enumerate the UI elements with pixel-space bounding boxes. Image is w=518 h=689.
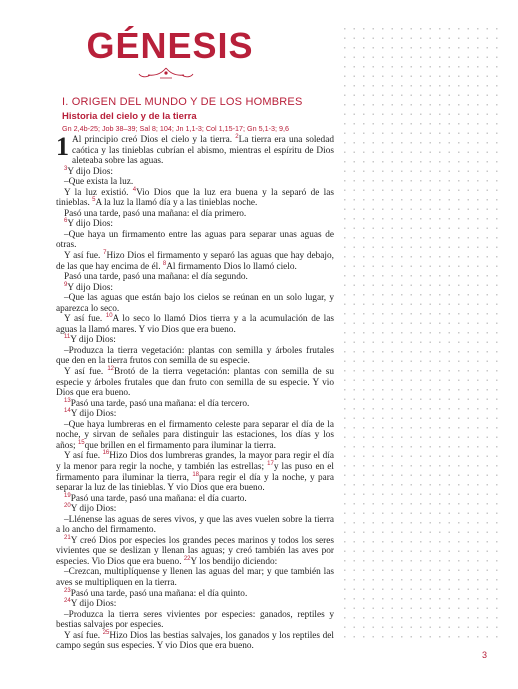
verse-number: 21 [64,534,71,541]
verse-text: Pasó una tarde, pasó una mañana: el día cuarto. [70,493,247,504]
verse-number: 17 [267,460,274,467]
verse-number: 13 [64,397,71,404]
verse-number: 24 [64,597,71,604]
page-number: 3 [482,650,488,660]
verse-paragraph [56,536,334,568]
verse-number: 20 [64,503,71,510]
verse-paragraph [56,272,334,283]
verse-paragraph [56,283,334,294]
verse-text: –Que haya un firmamento entre las aguas para separar unas aguas de otras. [56,229,334,251]
verse-number: 19 [64,492,71,499]
verse-text: Y los bendijo diciendo: [190,556,278,567]
verse-text: –Produzca la tierra vegetación: plantas con semilla y árboles frutales que den en la tierra frutos con semilla de su especie. [56,345,334,367]
verse-paragraph [56,409,334,420]
verse-number: 15 [77,439,85,446]
verse-text: A lo seco lo llamó Dios tierra y a la acumulación de las aguas la llamó mares. Y vio Dios que era bueno. [56,314,334,335]
verse-text: –Llénense las aguas de seres vivos, y que las aves vuelen sobre la tierra a lo ancho del firmamento. [56,514,334,536]
verse-paragraph [56,219,334,230]
verse-number: 12 [107,365,114,372]
verse-text: Hizo Dios las bestias salvajes, los ganados y los reptiles del campo según sus especies. Y vio Dios que era bueno. [56,630,335,652]
verse-number: 8 [162,260,167,267]
verse-paragraph [56,567,334,588]
verse-paragraph [56,610,334,631]
verse-text: –Crezcan, multiplíquense y llenen las aguas del mar; y que también las aves se multipliquen en la tierra. [56,567,334,588]
chapter-drop-cap: 1 [56,132,69,161]
verse-text: Y dijo Dios: [70,599,117,610]
verse-text: Y dijo Dios: [67,166,113,177]
verse-paragraph [56,631,334,652]
verse-text: Vio Dios que la luz era buena y la separó de las tinieblas. [56,187,334,209]
ornament-flourish-icon [136,66,196,80]
verse-number: 7 [103,249,107,256]
verse-paragraph [56,314,334,335]
verse-paragraph [56,251,334,272]
verse-text: para regir el día y la noche, y para separar la luz de las tinieblas. Y vio Dios que era bueno. [56,472,335,494]
verse-text: Al principio creó Dios el cielo y la tierra. [72,135,236,145]
subsection-title: Historia del cielo y de la tierra [62,111,197,122]
verse-text: Hizo Dios el firmamento y separó las aguas que hay debajo, de las que hay encima de él. [56,251,334,272]
verse-text: Y así fue. [64,367,108,378]
verse-text: Pasó una tarde, pasó una mañana: el día quinto. [70,588,248,599]
verse-number: 5 [92,197,96,204]
verse-text: –Produzca la tierra seres vivientes por especies: ganados, reptiles y bestias salvajes por especies. [56,609,334,631]
verse-text: –Que las aguas que están bajo los cielos se reúnan en un solo lugar, y aparezca lo seco. [56,293,334,314]
cross-references: Gn 2,4b-25; Job 38–39; Sal 8; 104; Jn 1,1-3; Col 1,15-17; Gn 5,1-3; 9,6 [62,124,289,133]
verse-paragraph [56,188,334,209]
verse-paragraph [56,132,334,167]
verse-text: que brillen en el firmamento para iluminar la tierra. [84,440,276,451]
verse-number: 10 [105,313,113,320]
verse-text: –Que exista la luz. [64,177,134,188]
verse-text: Pasó una tarde, pasó una mañana: el día segundo. [64,272,248,283]
verse-text: Y dijo Dios: [67,282,113,293]
notes-dot-grid [340,24,500,640]
verse-number: 3 [64,165,68,172]
verse-paragraph [56,346,334,367]
verse-text: Hizo Dios dos lumbreras grandes, la mayor para regir el día y la menor para regir la noche, y también las estrellas; [56,451,334,472]
verse-paragraph [56,293,334,314]
verse-paragraph [56,504,334,515]
verse-text: La tierra era una soledad caótica y las tinieblas cubrían el abismo, mientras el espíritu de Dios aleteaba sobre las aguas. [72,135,334,167]
verse-paragraph [56,451,334,493]
verse-paragraph [56,420,334,452]
verse-text: Y dijo Dios: [70,504,117,515]
scripture-body [56,132,335,652]
verse-number: 14 [64,408,71,415]
verse-text: Y dijo Dios: [67,219,113,230]
verse-paragraph [56,589,334,600]
verse-number: 25 [102,629,110,636]
verse-number: 11 [64,334,71,341]
verse-number: 16 [102,450,110,457]
verse-paragraph [56,177,334,188]
verse-text: Brotó de la tierra vegetación: plantas con semilla de su especie y árboles frutales que dan fruto con semilla de su especie. Y vio Dios que era bueno. [56,367,334,399]
verse-text: Y creó Dios por especies los grandes peces marinos y todos los seres vivientes que se deslizan y llenan las aguas; y creó también las aves por especies. Vio Dios que era bueno. [56,535,334,567]
book-title: GÉNESIS [86,25,254,66]
verse-paragraph [56,494,334,505]
verse-number: 18 [192,471,199,478]
verse-paragraph [56,209,334,220]
verse-text: Pasó una tarde, pasó una mañana: el día primero. [64,208,247,219]
verse-text: Y así fue. [64,251,104,262]
verse-text: Y así fue. [64,451,103,462]
verse-text: –Que haya lumbreras en el firmamento celeste para separar el día de la noche, y sirvan de señales para distinguir las estaciones, los días y los años; [56,419,334,451]
section-title: I. ORIGEN DEL MUNDO Y DE LOS HOMBRES [62,96,303,108]
verse-number: 2 [235,133,239,140]
verse-number: 22 [183,555,191,562]
verse-paragraph [56,515,334,536]
verse-text: Y así fue. [64,314,106,325]
verse-text: y las puso en el firmamento para iluminar la tierra, [56,461,334,483]
verse-number: 4 [132,186,137,193]
verse-paragraph [56,599,334,610]
verse-number: 6 [64,218,68,225]
verse-text: Al firmamento Dios lo llamó cielo. [166,261,297,272]
verse-number: 23 [64,587,71,594]
verse-paragraph [56,167,334,178]
verse-text: Y dijo Dios: [70,409,117,420]
verse-paragraph [56,367,334,399]
verse-text: A la luz la llamó día y a las tinieblas noche. [95,198,258,209]
verse-paragraph [56,230,334,251]
verse-text: Pasó una tarde, pasó una mañana: el día tercero. [70,398,250,409]
verse-paragraph [56,335,334,346]
verse-text: Y la luz existió. [64,187,133,198]
verse-paragraph [56,399,334,410]
verse-text: Y así fue. [64,630,103,641]
verse-text: Y dijo Dios: [70,335,116,346]
verse-number: 9 [64,281,68,288]
